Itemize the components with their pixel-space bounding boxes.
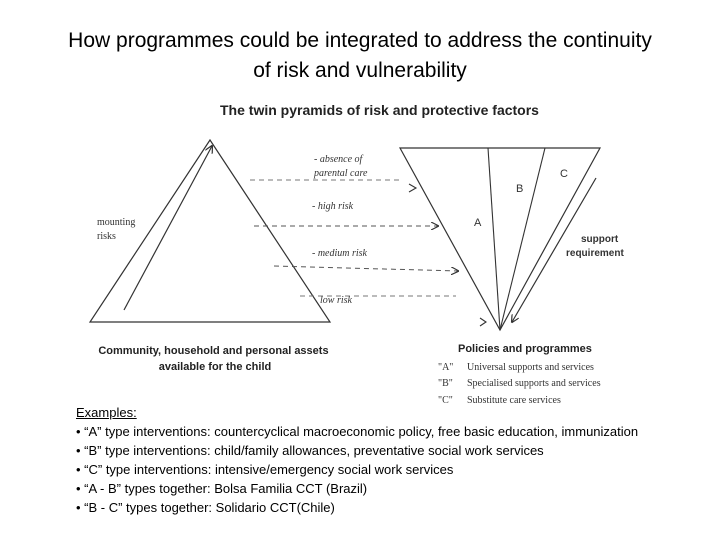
example-item: • “A - B” types together: Bolsa Familia CCT (Brazil)	[76, 481, 368, 496]
support-line-2: requirement	[566, 248, 624, 259]
community-assets-line-1: Community, household and personal assets	[98, 345, 329, 357]
legend-code-c: "C"	[438, 395, 453, 406]
support-requirement-label	[566, 234, 624, 259]
examples-header: Examples:	[76, 405, 137, 420]
slide-title-line-2: of risk and vulnerability	[253, 59, 467, 82]
mounting-risks-label	[97, 217, 138, 242]
zone-a-label: A	[474, 217, 482, 229]
legend-text-a: Universal supports and services	[467, 362, 594, 373]
absence-label-line-2: parental care	[314, 168, 368, 179]
example-item: • “B - C” types together: Solidario CCT(Chile)	[76, 500, 335, 515]
mounting-risks-line-1: mounting	[97, 217, 136, 228]
absence-of-parental-care-label	[313, 154, 368, 179]
chevron-lower-icon	[480, 318, 486, 326]
chevron-upper-icon	[409, 184, 416, 192]
medium-risk-label: - medium risk	[312, 248, 367, 259]
slide-title-line-1: How programmes could be integrated to address the continuity	[68, 29, 652, 52]
medium-risk-level-line	[274, 266, 458, 271]
legend-code-a: "A"	[438, 362, 454, 373]
zone-b-label: B	[516, 183, 524, 195]
legend-text-b: Specialised supports and services	[467, 378, 601, 389]
example-item: • “B” type interventions: child/family allowances, preventative social work services	[76, 443, 544, 458]
community-assets-line-2: available for the child	[158, 361, 272, 373]
low-risk-label: low risk	[320, 295, 352, 306]
zone-c-label: C	[560, 168, 568, 180]
legend-text-c: Substitute care services	[467, 395, 561, 406]
support-line-1: support	[581, 234, 619, 245]
legend-title: Policies and programmes	[458, 343, 592, 355]
examples-block	[76, 403, 706, 517]
zone-divider-ab	[488, 148, 500, 330]
absence-label-line-1: - absence of	[314, 154, 363, 165]
risk-pyramid	[90, 140, 330, 322]
community-assets-label	[98, 345, 331, 373]
diagram-heading: The twin pyramids of risk and protective factors	[220, 102, 539, 118]
legend-code-b: "B"	[438, 378, 453, 389]
high-risk-label: - high risk	[312, 201, 354, 212]
mounting-risks-arrow	[124, 146, 212, 310]
support-pyramid	[400, 148, 600, 330]
example-item: • “C” type interventions: intensive/emergency social work services	[76, 462, 454, 477]
example-item: • “A” type interventions: countercyclical macroeconomic policy, free basic education, immunization	[76, 424, 639, 439]
mounting-risks-line-2: risks	[97, 231, 116, 242]
zone-divider-bc	[500, 148, 545, 330]
